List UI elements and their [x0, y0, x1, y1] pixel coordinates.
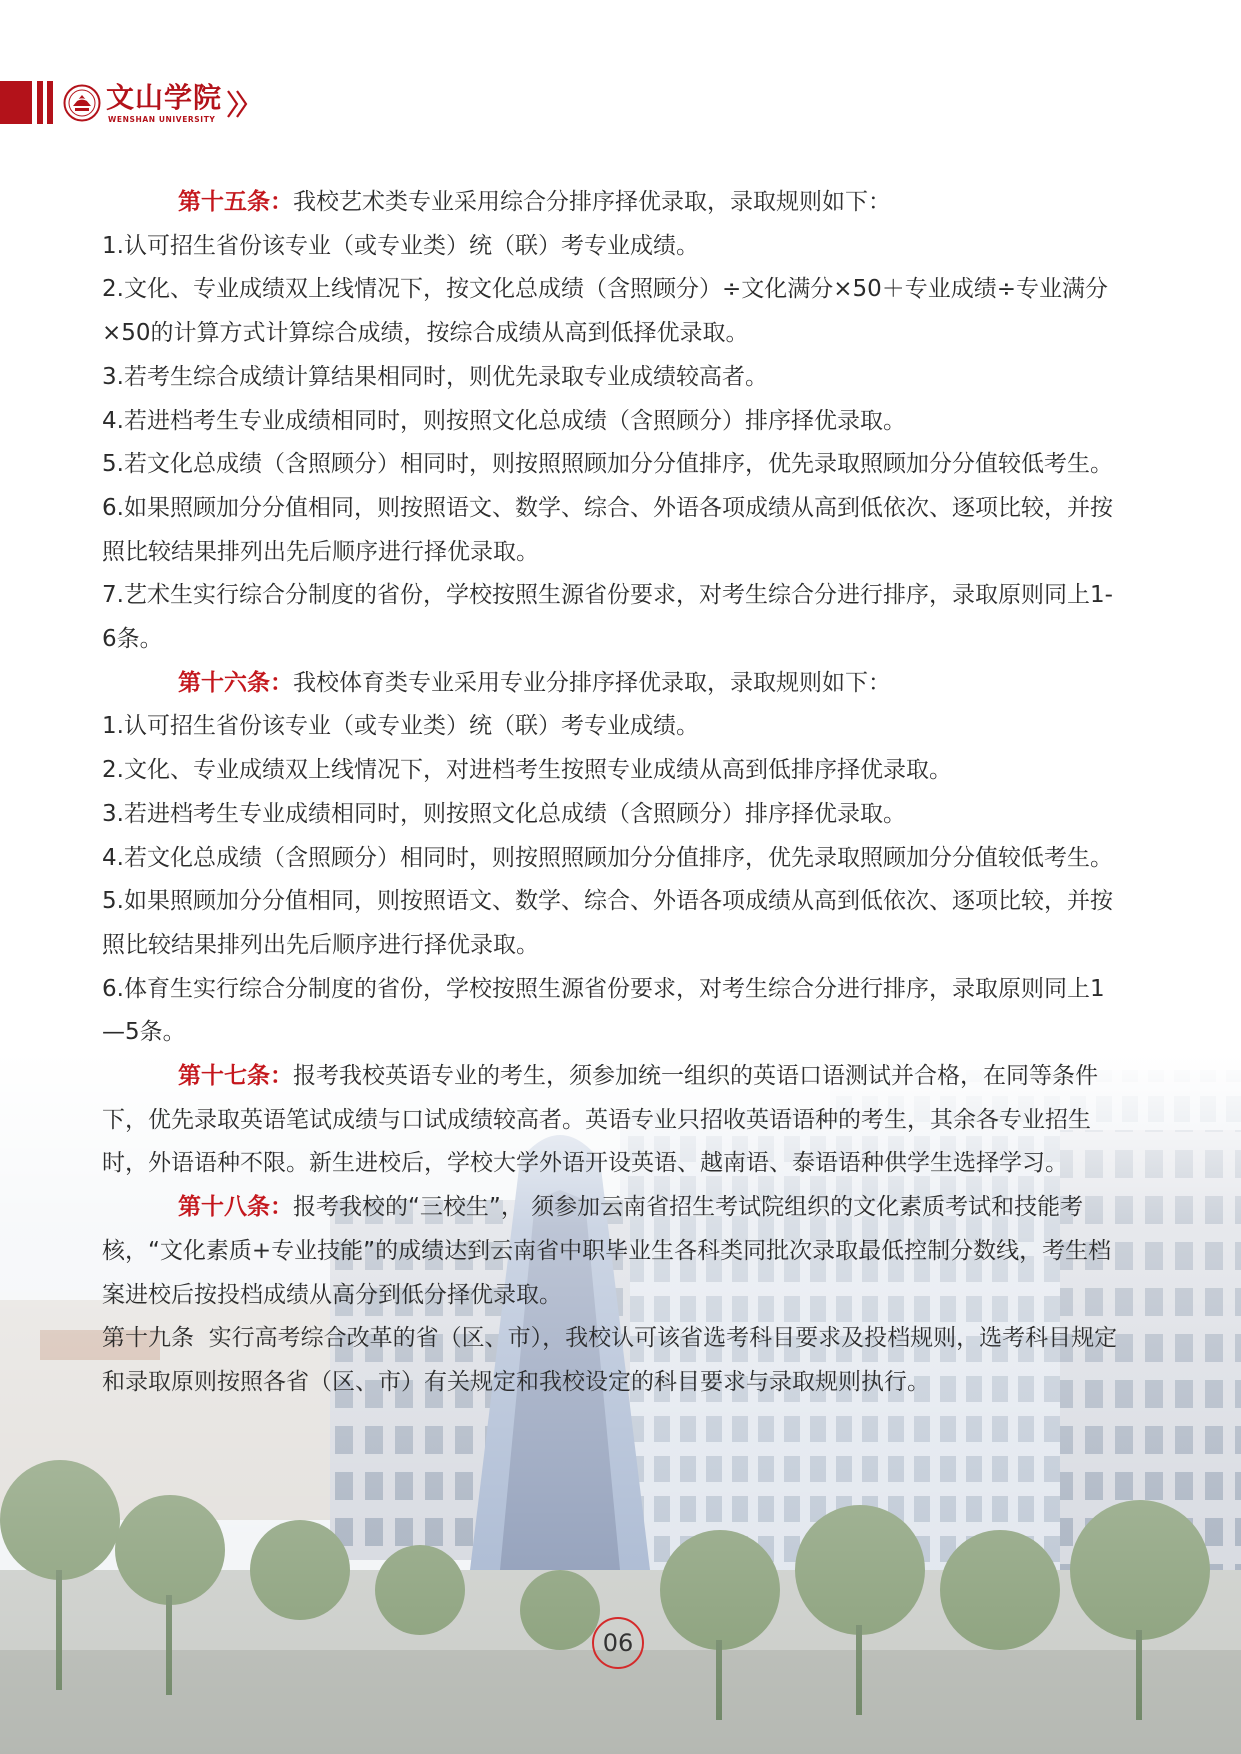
- article-16-item: 4.若文化总成绩（含照顾分）相同时，则按照照顾加分分值排序，优先录取照顾加分分值较低考生。: [102, 844, 1113, 871]
- article-16-item: 2.文化、专业成绩双上线情况下，对进档考生按照专业成绩从高到低排序择优录取。: [102, 757, 952, 784]
- admission-rules-body: [102, 181, 1122, 1405]
- article-15-item: 1.认可招生省份该专业（或专业类）统（联）考专业成绩。: [102, 232, 699, 259]
- article-16-heading: 第十六条：: [178, 669, 293, 696]
- article-15-item: 7.艺术生实行综合分制度的省份，学校按照生源省份要求，对考生综合分进行排序，录取原则同上1-6条。: [102, 582, 1113, 653]
- article-15-heading: 第十五条：: [178, 189, 293, 215]
- article-18: 第十八条：报考我校的“三校生”， 须参加云南省招生考试院组织的文化素质考试和技能考核，“文化素质+专业技能”的成绩达到云南省中职毕业生各科类同批次录取最低控制分数线，考生档案进校后按投档成绩从高分到低分择优录取。: [102, 1194, 1112, 1308]
- school-name-en: WENSHAN UNIVERSITY: [108, 115, 216, 124]
- article-15-item: 4.若进档考生专业成绩相同时，则按照文化总成绩（含照顾分）排序择优录取。: [102, 407, 906, 434]
- article-15-item: 2.文化、专业成绩双上线情况下，按文化总成绩（含照顾分）÷文化满分×50＋专业成绩÷专业满分×50的计算方式计算综合成绩，按综合成绩从高到低择优录取。: [102, 276, 1109, 347]
- header-red-stripe: [47, 81, 53, 124]
- article-16-item: 3.若进档考生专业成绩相同时，则按照文化总成绩（含照顾分）排序择优录取。: [102, 800, 906, 827]
- article-17: 第十七条：报考我校英语专业的考生，须参加统一组织的英语口语测试并合格，在同等条件下，优先录取英语笔试成绩与口试成绩较高者。英语专业只招收英语语种的考生，其余各专业招生时，外语语种不限。新生进校后，学校大学外语开设英语、越南语、泰语语种供学生选择学习。: [102, 1063, 1098, 1177]
- article-15-item: 3.若考生综合成绩计算结果相同时，则优先录取专业成绩较高者。: [102, 363, 768, 390]
- article-15-item: 6.如果照顾加分分值相同，则按照语文、数学、综合、外语各项成绩从高到低依次、逐项比较，并按照比较结果排列出先后顺序进行择优录取。: [102, 494, 1113, 565]
- school-name-cn: 文山学院: [106, 81, 223, 114]
- article-17-heading: 第十七条：: [178, 1063, 293, 1090]
- article-16-item: 6.体育生实行综合分制度的省份，学校按照生源省份要求，对考生综合分进行排序，录取原则同上1—5条。: [102, 975, 1105, 1046]
- article-16-item: 1.认可招生省份该专业（或专业类）统（联）考专业成绩。: [102, 713, 699, 740]
- article-15-item: 5.若文化总成绩（含照顾分）相同时，则按照照顾加分分值排序，优先录取照顾加分分值较低考生。: [102, 451, 1113, 478]
- page-number: 06: [602, 1629, 634, 1657]
- article-19: 第十九条 实行高考综合改革的省（区、市），我校认可该省选考科目要求及投档规则，选考科目规定和录取原则按照各省（区、市）有关规定和我校设定的科目要求与录取规则执行。: [102, 1325, 1118, 1395]
- article-16-item: 5.如果照顾加分分值相同，则按照语文、数学、综合、外语各项成绩从高到低依次、逐项比较，并按照比较结果排列出先后顺序进行择优录取。: [102, 888, 1113, 958]
- article-15-intro: 第十五条：我校艺术类专业采用综合分排序择优录取，录取规则如下：: [178, 189, 891, 215]
- header-red-stripe: [37, 81, 43, 124]
- double-chevron-right-icon: [225, 88, 251, 120]
- article-18-heading: 第十八条：: [178, 1194, 293, 1221]
- article-16-intro: 第十六条：我校体育类专业采用专业分排序择优录取，录取规则如下：: [178, 669, 891, 696]
- university-seal-icon: [63, 84, 101, 122]
- header-red-bar: [0, 81, 32, 124]
